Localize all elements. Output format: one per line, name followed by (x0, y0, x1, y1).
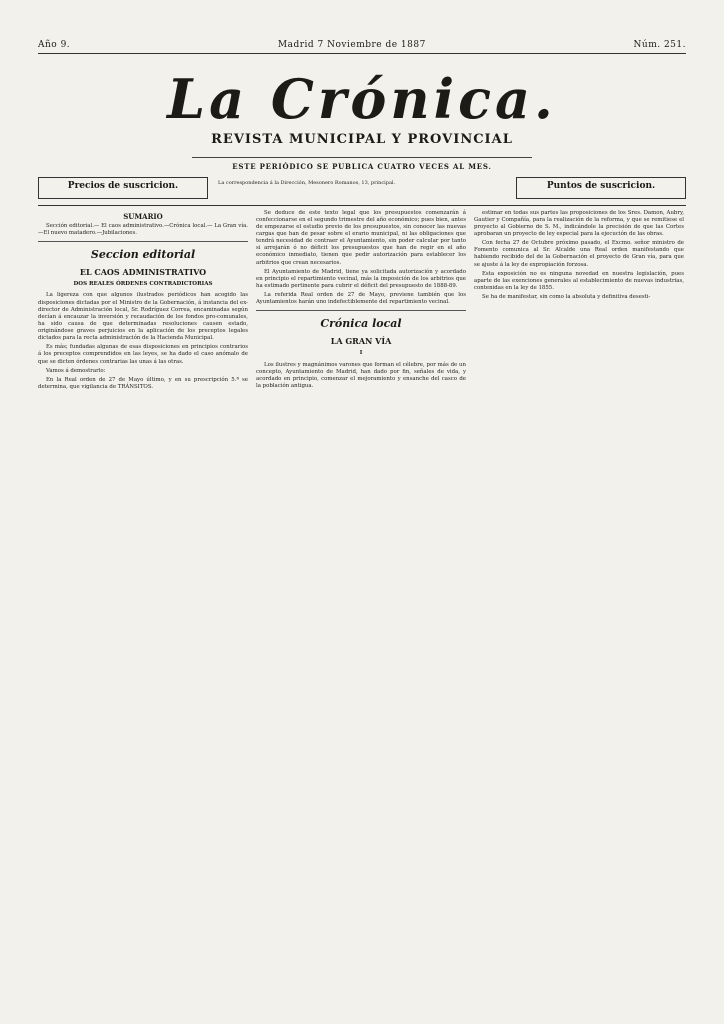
divider (38, 241, 248, 242)
paragraph: La referida Real orden de 27 de Mayo, previene también que los Ayuntamientos harán uno indefectiblemente del repartimiento vecinal. (256, 292, 466, 306)
sumario-text: Sección editorial.— El caos administrativo.—Crónica local.— La Gran vía.—El nuevo matadero.—Jubilaciones. (38, 222, 248, 237)
sumario-title: SUMARIO (123, 211, 163, 221)
cronica-heading: Crónica local (320, 317, 402, 331)
masthead-info (38, 40, 686, 54)
paragraph: El Ayuntamiento de Madrid, tiene ya solicitada autorización y acordado en principio el repartimiento vecinal, más la imposición de los arbitrios que ha estimado pertinente para cubrir el déficit del presupuesto de 1888-89. (256, 268, 466, 289)
points-box (516, 177, 686, 199)
paragraph: Se ha de manifestar, sin como la absoluta y definitiva desesti- (482, 294, 651, 301)
date: Madrid 7 Noviembre de 1887 (277, 40, 426, 50)
subscription-boxes (38, 177, 686, 199)
column-left (38, 210, 248, 393)
paragraph: En la Real orden de 27 de Mayo último, y en su prescripción 5.ª se determina, que vigilancia de TRÁNSITOS. (38, 376, 248, 390)
frequency-line: ESTE PERIÓDICO SE PUBLICA CUATRO VECES AL MES. (192, 157, 532, 171)
divider (256, 310, 466, 311)
middle-notice: La correspondencia á la Dirección, Mesonero Romanos, 13, principal. (218, 180, 396, 186)
prices-title: Precios de suscricion. (67, 181, 179, 191)
newspaper-title: La Crónica. (167, 67, 557, 131)
gran-via-title: LA GRAN VÍA (330, 335, 392, 346)
paragraph: Se deduce de este texto legal que los presupuestos comenzarán á confeccionarse en el segundo trimestre del año económico; pues bien, antes de empezarse el estudio previo de los presupuestos, sin conocer las nuevas cargas que han de pesar sobre el erario municipal, ni las obligaciones que tendrá necesidad de contraer el Ayuntamiento, sin poder calcular por tanto si arrojarán ó no déficit los presupuestos que han de regir en el año económico inmediato, tienen que pedir autorización para establecer los arbitrios que crean necesarios. (256, 209, 466, 266)
issue-number: Núm. 251. (633, 40, 686, 50)
paragraph: La ligereza con que algunos ilustrados periódicos han acogido las disposiciones dictadas por el Ministro de la Gobernación, á instancia del ex-director de Administración local, Sr. Rodríguez Correa, encaminadas según decían á encauzar la inversión y recaudación de los fondos pro-comunales, ha sido causa de que determinadas resoluciones causen estado, originándose graves perjuicios en la aplicación de los preceptos legales dictados para la recta administración de la Hacienda Municipal. (38, 292, 248, 342)
article-subtitle: DOS REALES ÓRDENES CONTRADICTORIAS (73, 281, 213, 288)
paragraph: Esta exposición no es ninguna novedad en nuestra legislación, pues aparte de las exenciones generales al establecimiento de nuevas industrias, contenidas en la ley de 1855. (474, 270, 684, 291)
article-title: EL CAOS ADMINISTRATIVO (79, 266, 207, 277)
editorial-heading: Seccion editorial (90, 248, 196, 262)
section-number: I (359, 350, 363, 357)
year: Año 9. (38, 40, 71, 50)
column-middle (256, 210, 466, 393)
newspaper-page (38, 40, 686, 393)
paragraph: Es más; fundadas algunas de esas disposiciones en principios contrarios á los preceptos comprendidos en las leyes, se ha dado el caso anómalo de que se dicten órdenes contrarias las unas á las otras. (38, 344, 248, 365)
column-right (474, 210, 684, 393)
paragraph: Con fecha 27 de Octubre próximo pasado, el Excmo. señor ministro de Fomento comunica al Sr. Alcalde una Real orden manifestando que habiendo recibido del de la Gobernación el proyecto de Gran vía, para que se ajuste á la ley de expropiación forzosa. (474, 240, 684, 268)
newspaper-subtitle: REVISTA MUNICIPAL Y PROVINCIAL (211, 132, 513, 147)
prices-box (38, 177, 208, 199)
paragraph: Vamos á demostrarlo: (46, 367, 106, 374)
article-columns (38, 205, 686, 393)
paragraph: Los ilustres y magnánimos varones que forman el célebre, por más de un concepto, Ayuntamiento de Madrid, han dado por fin, señales de vida, y acordado en principio, comenzar el mejoramiento y ensanche del casco de la población antigua. (256, 361, 466, 389)
paragraph: estimar en todas sus partes las proposiciones de los Sres. Damon, Aubry, Gautier y Compañía, para la realización de la reforma, y que se remitiese el proyecto al Gobierno de S. M., indicándole la precisión de que las Cortes aprobaran un proyecto de ley especial para la ejecución de las obras. (474, 209, 684, 238)
points-title: Puntos de suscricion. (546, 181, 656, 191)
